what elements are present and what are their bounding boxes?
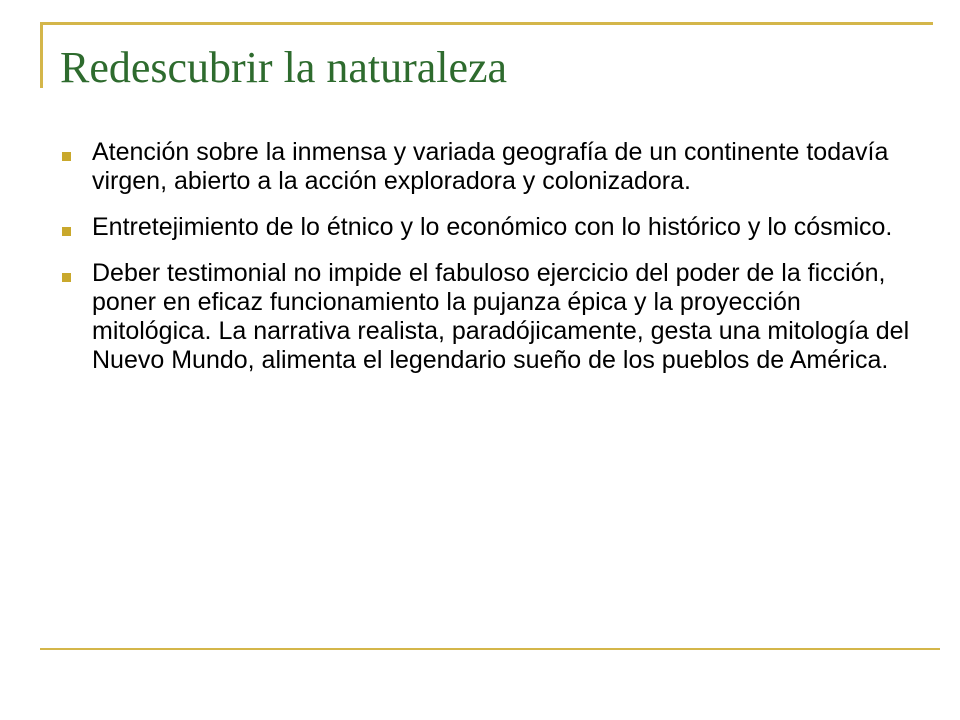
top-border-line: [40, 22, 933, 25]
bullet-text: Entretejimiento de lo étnico y lo económico con lo histórico y lo cósmico.: [92, 213, 893, 241]
bottom-divider-line: [40, 648, 940, 650]
bullet-item: [60, 138, 920, 196]
bullet-list: [60, 138, 920, 392]
bullet-item: [60, 259, 920, 375]
slide-title: Redescubrir la naturaleza: [60, 43, 508, 92]
bullet-text: Atención sobre la inmensa y variada geografía de un continente todavía virgen, abierto a la acción exploradora y colonizadora.: [92, 138, 889, 195]
bullet-text: Deber testimonial no impide el fabuloso ejercicio del poder de la ficción, poner en eficaz funcionamiento la pujanza épica y la proyección mitológica. La narrativa realista, paradójicamente, gesta una mitología del Nuevo Mundo, alimenta el legendario sueño de los pueblos de América.: [92, 259, 910, 374]
left-border-line: [40, 22, 43, 88]
square-bullet-icon: [62, 152, 71, 161]
square-bullet-icon: [62, 227, 71, 236]
bullet-item: [60, 213, 920, 242]
square-bullet-icon: [62, 273, 71, 282]
